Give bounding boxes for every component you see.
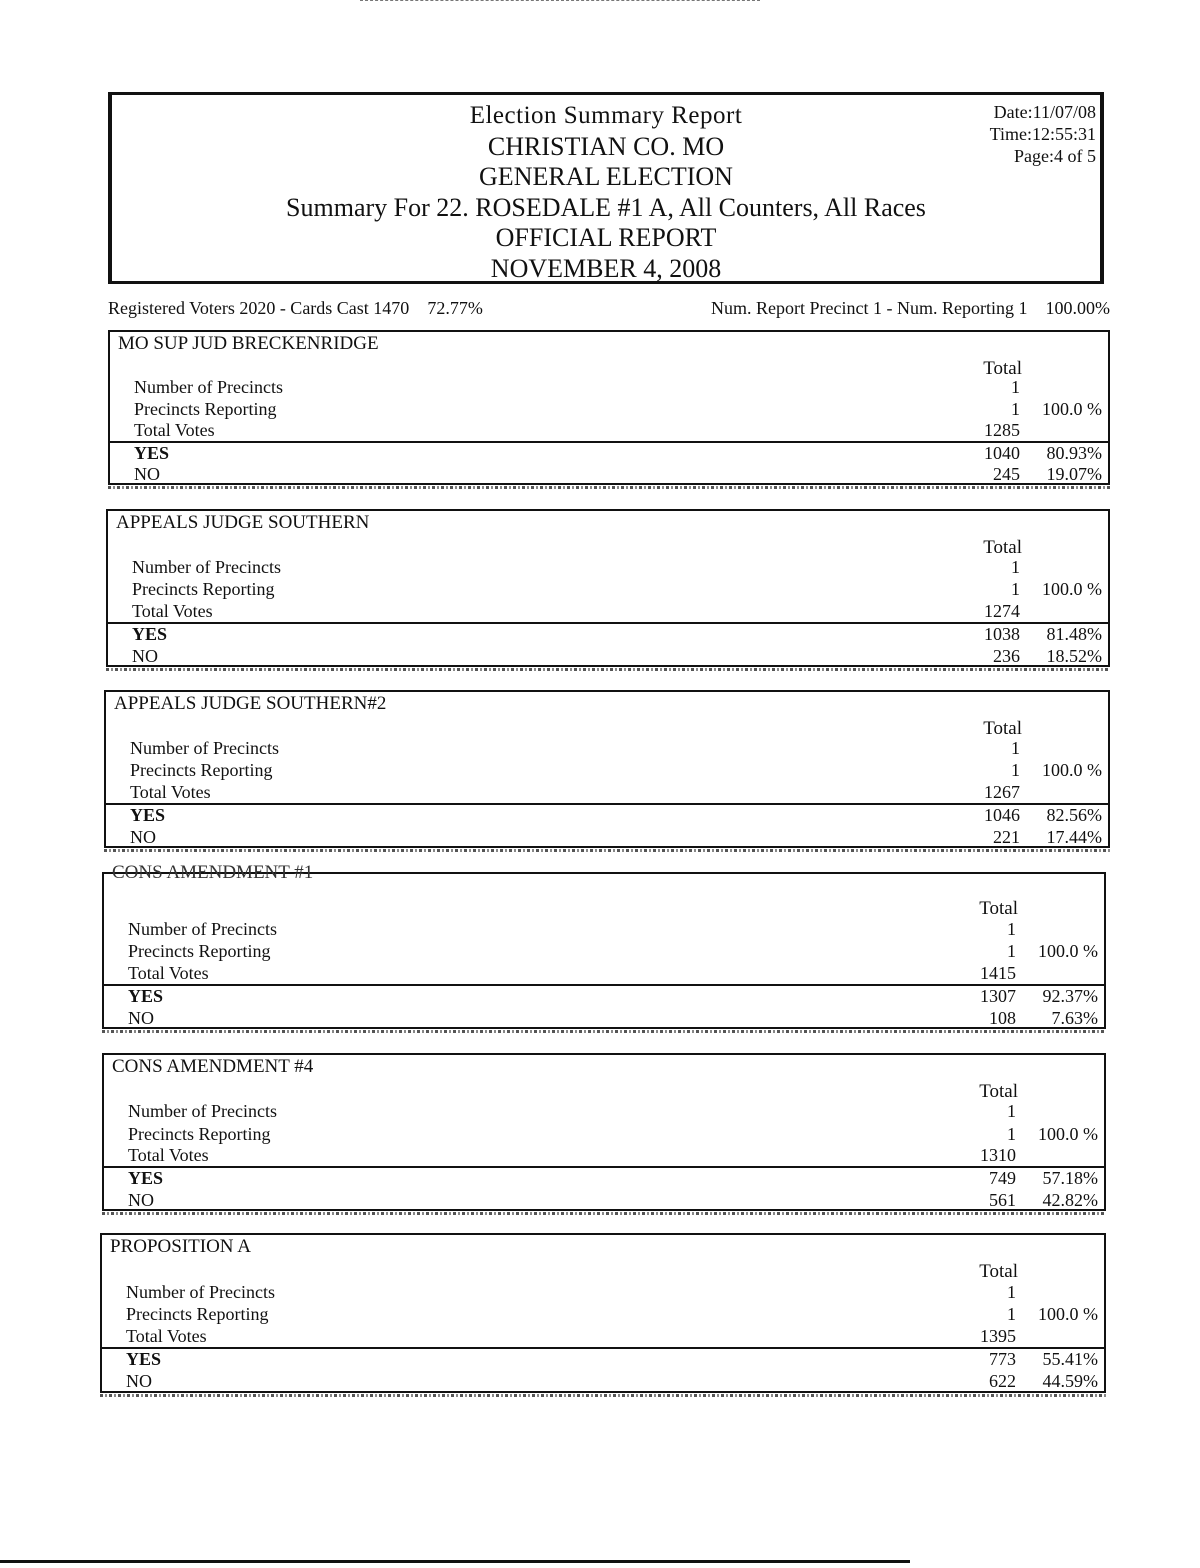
choice-percent: 7.63%	[1051, 1008, 1098, 1028]
row-label: Total Votes	[132, 601, 213, 621]
row-value: 1	[1007, 941, 1016, 961]
row-value: 1	[1007, 1282, 1016, 1302]
row-precincts-reporting	[104, 940, 1104, 962]
reporting-percent: 100.00%	[1045, 298, 1110, 318]
header-titles	[112, 101, 1100, 284]
row-yes	[106, 804, 1108, 826]
choice-label: YES	[132, 624, 168, 644]
row-no	[102, 1370, 1104, 1392]
row-precincts-reporting	[104, 1123, 1104, 1145]
row-value: 1	[1011, 557, 1020, 577]
row-total-votes	[104, 962, 1104, 984]
row-value: 1310	[980, 1145, 1016, 1165]
page-number: Page:4 of 5	[1014, 146, 1096, 166]
row-yes	[104, 1167, 1104, 1189]
row-label: Number of Precincts	[132, 557, 281, 577]
choice-votes: 561	[989, 1190, 1016, 1210]
row-label: Precincts Reporting	[132, 579, 275, 599]
choice-label: YES	[128, 1168, 164, 1188]
choice-percent: 57.18%	[1042, 1168, 1098, 1188]
choice-votes: 236	[993, 646, 1020, 666]
total-column-header: Total	[979, 1081, 1018, 1102]
race-title: CONS AMENDMENT #4	[112, 1056, 314, 1077]
row-number-of-precincts	[104, 918, 1104, 940]
row-label: Total Votes	[128, 1145, 209, 1165]
choice-percent: 44.59%	[1042, 1371, 1098, 1391]
row-label: Number of Precincts	[128, 919, 277, 939]
row-number-of-precincts	[108, 556, 1108, 578]
row-value: 1	[1011, 399, 1020, 419]
row-number-of-precincts	[104, 1100, 1104, 1122]
row-percent: 100.0 %	[1042, 399, 1102, 419]
registered-voters	[108, 298, 483, 319]
report-title: Election Summary Report	[469, 102, 743, 129]
row-no	[106, 826, 1108, 848]
race-title: CONS AMENDMENT #1	[112, 862, 314, 883]
row-label: Precincts Reporting	[130, 760, 273, 780]
choice-percent: 92.37%	[1042, 986, 1098, 1006]
row-no	[104, 1007, 1104, 1029]
race-block	[108, 330, 1110, 485]
choice-label: YES	[126, 1349, 162, 1369]
race-title: MO SUP JUD BRECKENRIDGE	[118, 333, 379, 354]
row-label: Number of Precincts	[128, 1101, 277, 1121]
row-value: 1	[1007, 1304, 1016, 1324]
choice-votes: 622	[989, 1371, 1016, 1391]
total-column-header: Total	[979, 898, 1018, 919]
choice-label: YES	[134, 443, 170, 463]
summary-for: Summary For 22. ROSEDALE #1 A, All Counters, All Races	[286, 192, 926, 222]
row-label: Precincts Reporting	[126, 1304, 269, 1324]
precincts-reporting-summary	[711, 298, 1110, 319]
choice-votes: 749	[989, 1168, 1016, 1188]
scan-edge-line	[0, 1560, 910, 1563]
row-total-votes	[102, 1325, 1104, 1347]
race-block	[102, 1053, 1106, 1211]
reporting-text: Num. Report Precinct 1 - Num. Reporting 1	[711, 298, 1028, 318]
official-report: OFFICIAL REPORT	[495, 223, 717, 252]
row-value: 1267	[984, 782, 1020, 802]
row-label: Number of Precincts	[126, 1282, 275, 1302]
row-value: 1	[1007, 1124, 1016, 1144]
row-label: Total Votes	[126, 1326, 207, 1346]
row-precincts-reporting	[102, 1303, 1104, 1325]
choice-percent: 80.93%	[1046, 443, 1102, 463]
row-percent: 100.0 %	[1038, 1304, 1098, 1324]
race-block	[102, 862, 1106, 1029]
row-value: 1	[1011, 377, 1020, 397]
row-yes	[102, 1348, 1104, 1370]
row-yes	[104, 985, 1104, 1007]
row-label: Number of Precincts	[134, 377, 283, 397]
total-column-header: Total	[983, 537, 1022, 558]
choice-percent: 81.48%	[1046, 624, 1102, 644]
race-block	[100, 1233, 1106, 1393]
report-time: Time:12:55:31	[989, 124, 1096, 144]
report-header	[108, 92, 1104, 284]
row-value: 1395	[980, 1326, 1016, 1346]
row-label: Precincts Reporting	[128, 1124, 271, 1144]
row-no	[108, 645, 1108, 667]
row-yes	[108, 623, 1108, 645]
row-number-of-precincts	[110, 376, 1108, 398]
choice-percent: 82.56%	[1046, 805, 1102, 825]
row-precincts-reporting	[106, 759, 1108, 781]
row-label: Total Votes	[128, 963, 209, 983]
race-title: PROPOSITION A	[110, 1236, 251, 1257]
choice-label: NO	[128, 1008, 154, 1028]
race-block	[104, 690, 1110, 848]
choice-votes: 773	[989, 1349, 1016, 1369]
choice-percent: 55.41%	[1042, 1349, 1098, 1369]
turnout-percent: 72.77%	[427, 298, 483, 318]
choice-label: NO	[134, 464, 160, 484]
choice-label: NO	[130, 827, 156, 847]
row-value: 1	[1011, 738, 1020, 758]
choice-percent: 18.52%	[1046, 646, 1102, 666]
choice-label: NO	[132, 646, 158, 666]
row-value: 1	[1011, 760, 1020, 780]
row-label: Precincts Reporting	[128, 941, 271, 961]
report-date: Date:11/07/08	[993, 102, 1096, 122]
choice-votes: 108	[989, 1008, 1016, 1028]
row-value: 1	[1011, 579, 1020, 599]
race-block	[106, 509, 1110, 667]
scan-top-line	[360, 0, 760, 2]
row-number-of-precincts	[106, 737, 1108, 759]
choice-label: YES	[128, 986, 164, 1006]
election-name: GENERAL ELECTION	[479, 162, 733, 191]
choice-label: NO	[128, 1190, 154, 1210]
row-label: Total Votes	[130, 782, 211, 802]
row-label: Number of Precincts	[130, 738, 279, 758]
row-percent: 100.0 %	[1038, 1124, 1098, 1144]
choice-votes: 1040	[984, 443, 1020, 463]
row-no	[104, 1189, 1104, 1211]
total-column-header: Total	[979, 1261, 1018, 1282]
county-name: CHRISTIAN CO. MO	[487, 131, 725, 161]
choice-label: YES	[130, 805, 166, 825]
row-total-votes	[106, 781, 1108, 803]
choice-percent: 42.82%	[1042, 1190, 1098, 1210]
row-precincts-reporting	[108, 578, 1108, 600]
choice-votes: 1046	[984, 805, 1020, 825]
total-column-header: Total	[983, 358, 1022, 379]
race-title: APPEALS JUDGE SOUTHERN#2	[114, 693, 387, 714]
row-total-votes	[110, 419, 1108, 441]
choice-votes: 1307	[980, 986, 1016, 1006]
row-label: Precincts Reporting	[134, 399, 277, 419]
choice-percent: 19.07%	[1046, 464, 1102, 484]
choice-label: NO	[126, 1371, 152, 1391]
row-value: 1274	[984, 601, 1020, 621]
row-precincts-reporting	[110, 398, 1108, 420]
total-column-header: Total	[983, 718, 1022, 739]
race-title: APPEALS JUDGE SOUTHERN	[116, 512, 370, 533]
election-date: NOVEMBER 4, 2008	[490, 253, 722, 283]
row-value: 1285	[984, 420, 1020, 440]
row-percent: 100.0 %	[1042, 760, 1102, 780]
row-percent: 100.0 %	[1038, 941, 1098, 961]
choice-percent: 17.44%	[1046, 827, 1102, 847]
row-value: 1	[1007, 919, 1016, 939]
row-number-of-precincts	[102, 1281, 1104, 1303]
choice-votes: 221	[993, 827, 1020, 847]
row-percent: 100.0 %	[1042, 579, 1102, 599]
row-label: Total Votes	[134, 420, 215, 440]
header-meta	[990, 101, 1096, 167]
row-total-votes	[108, 600, 1108, 622]
row-no	[110, 463, 1108, 485]
choice-votes: 245	[993, 464, 1020, 484]
row-value: 1415	[980, 963, 1016, 983]
registered-text: Registered Voters 2020 - Cards Cast 1470	[108, 298, 410, 318]
choice-votes: 1038	[984, 624, 1020, 644]
row-yes	[110, 442, 1108, 464]
row-value: 1	[1007, 1101, 1016, 1121]
row-total-votes	[104, 1144, 1104, 1166]
